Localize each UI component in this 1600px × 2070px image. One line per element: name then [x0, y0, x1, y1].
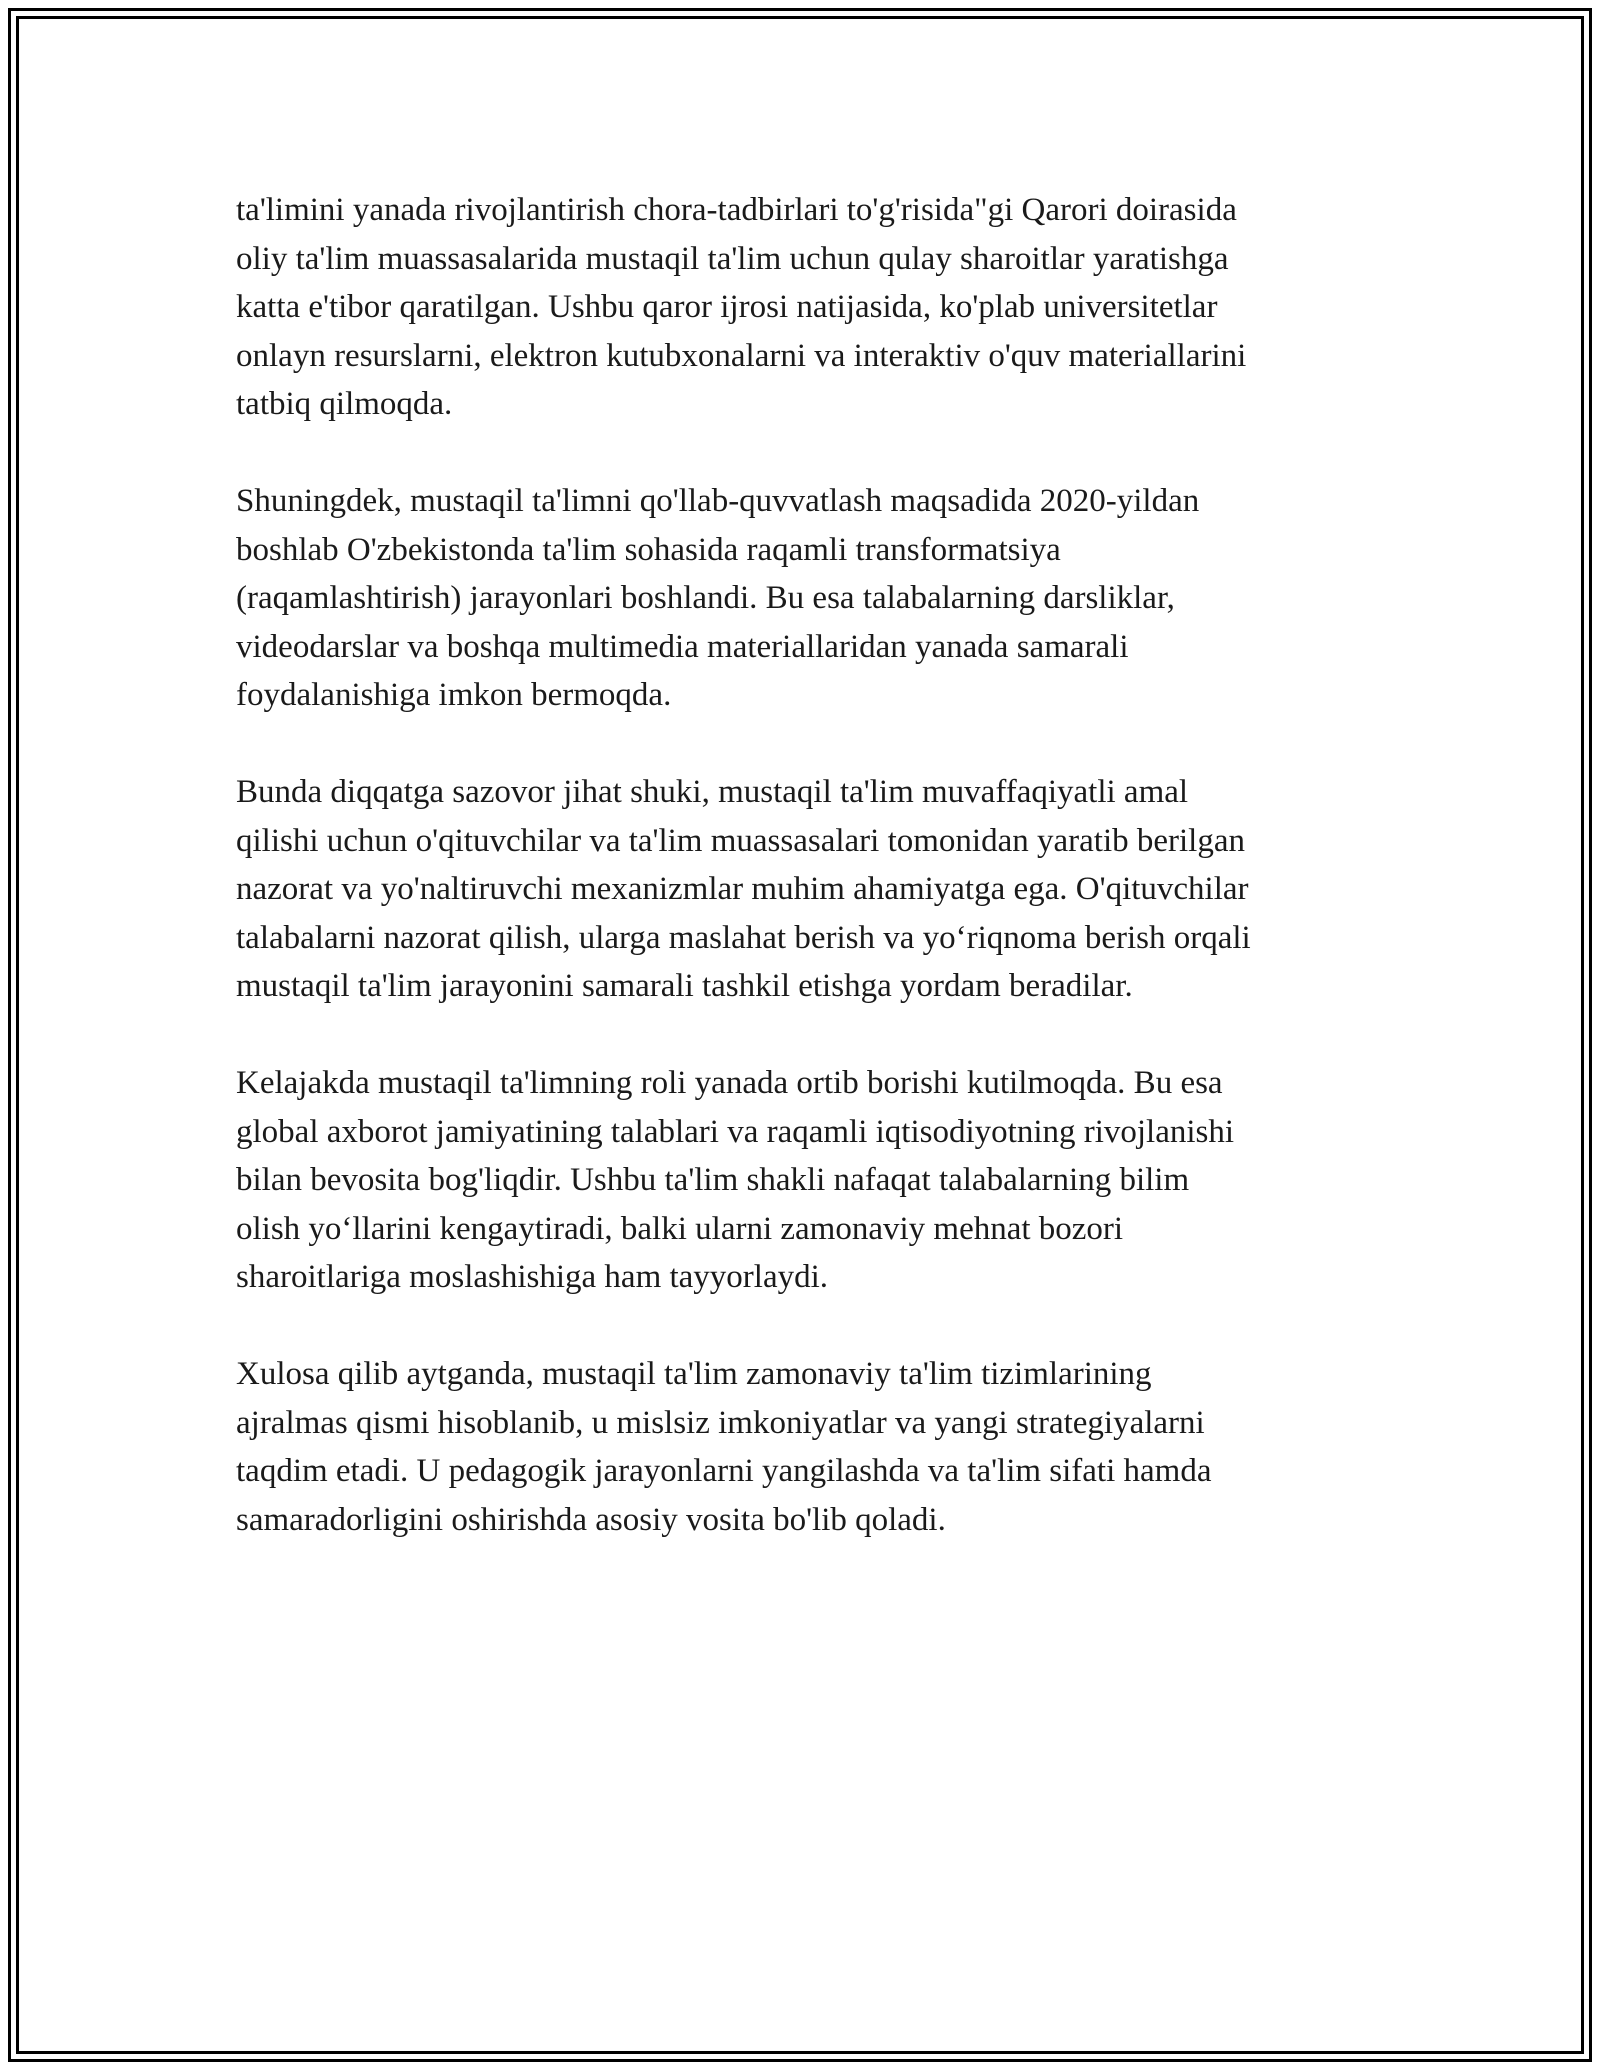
text-line: samaradorligini oshirishda asosiy vosita bo'lib qoladi. [236, 1501, 946, 1538]
paragraph-1 [236, 186, 1366, 429]
text-line: mustaqil ta'lim jarayonini samarali tashkil etishga yordam beradilar. [236, 968, 1133, 1004]
document-body [236, 186, 1366, 1593]
text-line: onlayn resurslarni, elektron kutubxonalarni va interaktiv o'quv materiallarini [236, 337, 1247, 374]
text-line: foydalanishiga imkon bermoqda. [236, 677, 672, 713]
paragraph-5 [236, 1350, 1366, 1544]
paragraph-2 [236, 477, 1366, 720]
text-line: ajralmas qismi hisoblanib, u mislsiz imkoniyatlar va yangi strategiyalarni [236, 1404, 1205, 1441]
text-line: talabalarni nazorat qilish, ularga maslahat berish va yo‘riqnoma berish orqali [236, 919, 1251, 956]
text-line: global axborot jamiyatining talablari va raqamli iqtisodiyotning rivojlanishi [236, 1113, 1235, 1150]
text-line: (raqamlashtirish) jarayonlari boshlandi. Bu esa talabalarning darsliklar, [236, 580, 1175, 616]
text-line: ta'limini yanada rivojlantirish chora-tadbirlari to'g'risida"gi Qarori doirasida [236, 192, 1237, 228]
paragraph-3 [236, 768, 1366, 1011]
text-line: Shuningdek, mustaqil ta'limni qo'llab-quvvatlash maqsadida 2020-yildan [236, 483, 1200, 519]
text-line: bilan bevosita bog'liqdir. Ushbu ta'lim shakli nafaqat talabalarning bilim [236, 1162, 1190, 1198]
text-line: sharoitlariga moslashishiga ham tayyorlaydi. [236, 1259, 829, 1295]
text-line: boshlab O'zbekistonda ta'lim sohasida raqamli transformatsiya [236, 531, 1061, 568]
text-line: tatbiq qilmoqda. [236, 386, 453, 422]
text-line: Bunda diqqatga sazovor jihat shuki, mustaqil ta'lim muvaffaqiyatli amal [236, 774, 1189, 810]
text-line: qilishi uchun o'qituvchilar va ta'lim muassasalari tomonidan yaratib berilgan [236, 822, 1245, 859]
text-line: katta e'tibor qaratilgan. Ushbu qaror ijrosi natijasida, ko'plab universitetlar [236, 289, 1218, 325]
text-line: Xulosa qilib aytganda, mustaqil ta'lim zamonaviy ta'lim tizimlarining [236, 1356, 1152, 1392]
text-line: Kelajakda mustaqil ta'limning roli yanada ortib borishi kutilmoqda. Bu esa [236, 1065, 1223, 1101]
text-line: olish yo‘llarini kengaytiradi, balki ularni zamonaviy mehnat bozori [236, 1210, 1124, 1247]
text-line: taqdim etadi. U pedagogik jarayonlarni yangilashda va ta'lim sifati hamda [236, 1453, 1212, 1489]
text-line: nazorat va yo'naltiruvchi mexanizmlar muhim ahamiyatga ega. O'qituvchilar [236, 871, 1249, 907]
text-line: videodarslar va boshqa multimedia materiallaridan yanada samarali [236, 628, 1129, 665]
paragraph-4 [236, 1059, 1366, 1302]
text-line: oliy ta'lim muassasalarida mustaqil ta'lim uchun qulay sharoitlar yaratishga [236, 240, 1229, 277]
